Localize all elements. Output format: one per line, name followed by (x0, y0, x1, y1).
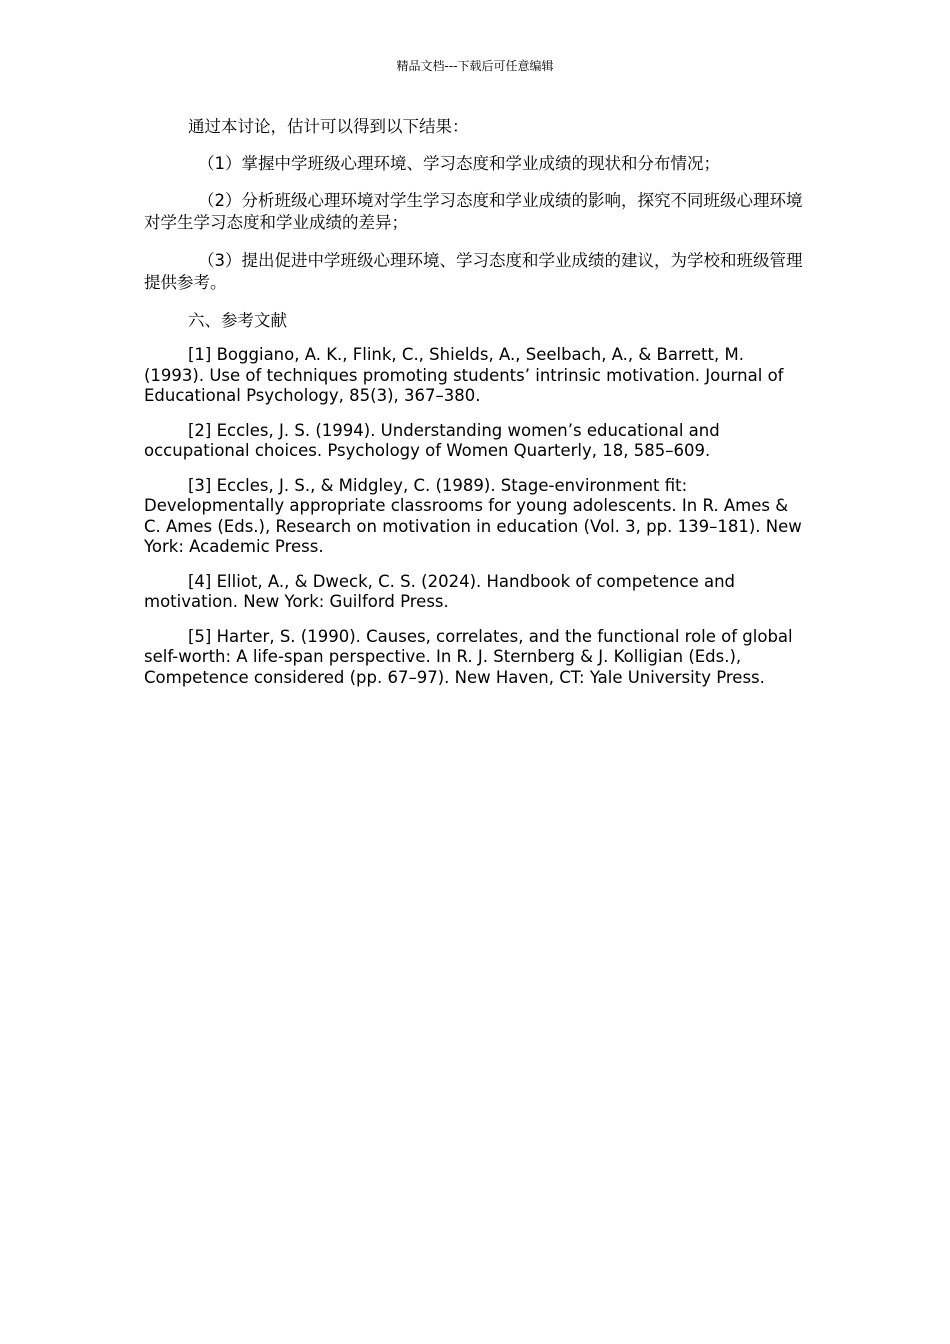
results-intro: 通过本讨论，估计可以得到以下结果： (188, 117, 469, 136)
result-item-2: （2）分析班级心理环境对学生学习态度和学业成绩的影响，探究不同班级心理环境对学生学习态度和学业成绩的差异； (144, 191, 803, 232)
result-item-3: （3）提出促进中学班级心理环境、学习态度和学业成绩的建议，为学校和班级管理提供参考。 (144, 251, 803, 292)
document-body (144, 116, 806, 688)
reference-item-4: [4] Elliot, A., & Dweck, C. S. (2024). Handbook of competence and motivation. New York: Guilford Press. (144, 571, 736, 611)
references-heading: 六、参考文献 (188, 311, 287, 330)
reference-item-1: [1] Boggiano, A. K., Flink, C., Shields, A., Seelbach, A., & Barrett, M. (1993). Use of techniques promoting students’ intrinsic motivation. Journal of Educational Psychology, 85(3), 367–380. (144, 345, 784, 405)
reference-item-5: [5] Harter, S. (1990). Causes, correlates, and the functional role of global self-worth: A life-span perspective. In R. J. Sternberg & J. Kolligian (Eds.), Competence considered (pp. 67–97). New Haven, CT: Yale University Press. (144, 626, 793, 687)
result-item-1: （1）掌握中学班级心理环境、学习态度和学业成绩的现状和分布情况； (198, 154, 720, 173)
reference-item-3: [3] Eccles, J. S., & Midgley, C. (1989). Stage-environment fit: Developmentally appropriate classrooms for young adolescents. In R. Ames & C. Ames (Eds.), Research on motivation in education (Vol. 3, pp. 139–181). New York: Academic Press. (144, 475, 802, 556)
page-header: 精品文档---下载后可任意编辑 (396, 59, 554, 73)
reference-item-2: [2] Eccles, J. S. (1994). Understanding women’s educational and occupational choices. Psychology of Women Quarterly, 18, 585–609. (144, 420, 720, 460)
